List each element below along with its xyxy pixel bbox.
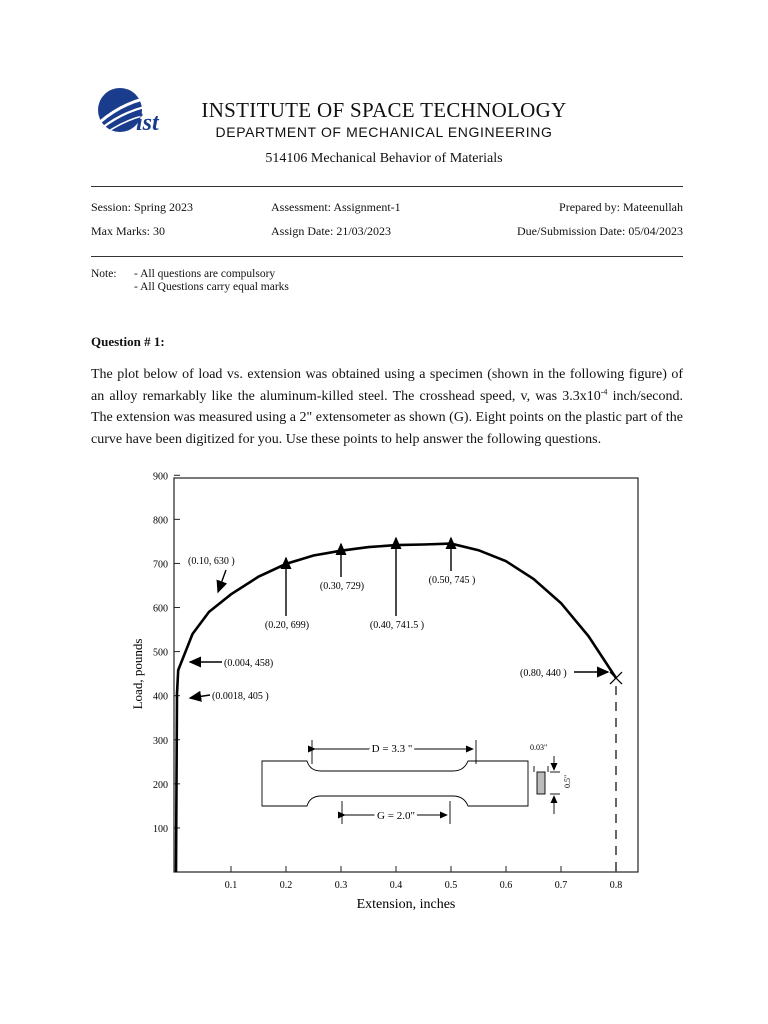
divider-top (91, 186, 683, 187)
gauge-length-label: G = 2.0" (377, 810, 415, 822)
annotation-label: (0.20, 699) (264, 620, 310, 631)
institute-name: INSTITUTE OF SPACE TECHNOLOGY (201, 98, 567, 122)
session-field: Session: Spring 2023 (91, 200, 194, 214)
y-tick-label: 400 (153, 691, 168, 703)
annotation-arrow (190, 695, 210, 698)
max-marks-field: Max Marks: 30 (91, 224, 165, 238)
x-tick-label: 0.8 (609, 880, 623, 891)
fracture-mark (610, 672, 622, 684)
y-tick-label: 500 (153, 647, 168, 659)
prepared-by-field: Prepared by: Mateenullah (559, 200, 683, 214)
department-name: DEPARTMENT OF MECHANICAL ENGINEERING (215, 124, 553, 140)
y-axis-label: Load, pounds (130, 638, 145, 710)
assessment-field: Assessment: Assignment-1 (271, 200, 401, 214)
annotation-label: (0.50, 745 ) (428, 575, 476, 586)
annotation-label: (0.80, 440 ) (520, 668, 567, 679)
logo-wordmark: ist (136, 110, 159, 136)
x-tick-label: 0.4 (389, 880, 403, 891)
due-date-field: Due/Submission Date: 05/04/2023 (517, 224, 683, 238)
y-tick-label: 300 (153, 735, 168, 747)
course-name: 514106 Mechanical Behavior of Materials (265, 151, 503, 166)
x-tick-label: 0.3 (334, 880, 348, 891)
y-tick-label: 200 (153, 779, 168, 791)
specimen-length-label: D = 3.3 " (371, 743, 413, 755)
width-label: 0.5" (563, 774, 572, 788)
annotation-label: (0.10, 630 ) (188, 556, 235, 567)
annotation-arrow (218, 570, 226, 592)
note-label: Note: (91, 268, 117, 280)
x-tick-label: 0.2 (279, 880, 293, 891)
y-tick-label: 700 (153, 559, 168, 571)
y-tick-label: 600 (153, 603, 168, 615)
annotation-label: (0.30, 729) (319, 581, 365, 592)
x-tick-label: 0.6 (499, 880, 513, 891)
thickness-label: 0.03" (530, 743, 548, 752)
divider-bottom (91, 256, 683, 257)
assign-date-field: Assign Date: 21/03/2023 (271, 224, 391, 238)
annotation-label: (0.40, 741.5 ) (369, 620, 425, 631)
note-item: - All questions are compulsory (134, 268, 276, 280)
x-tick-label: 0.1 (224, 880, 238, 891)
note-item: - All Questions carry equal marks (134, 281, 289, 293)
y-tick-label: 800 (153, 515, 168, 527)
x-tick-label: 0.7 (554, 880, 568, 891)
y-tick-label: 900 (153, 471, 168, 483)
x-axis-label: Extension, inches (356, 897, 456, 912)
x-tick-label: 0.5 (444, 880, 458, 891)
y-tick-label: 100 (153, 823, 168, 835)
annotation-label: (0.0018, 405 ) (212, 691, 269, 702)
question-text-b: inch/second. The extension was measured using a 2" extensometer as shown (G). Eight points on the plastic part of the curve have been digitized for you. Use these points to help answer the following questions. (91, 388, 683, 447)
question-title: Question # 1: (91, 334, 165, 349)
question-text (91, 364, 683, 450)
load-extension-chart (120, 466, 640, 918)
question-exponent: -4 (600, 386, 608, 396)
annotation-label: (0.004, 458) (224, 658, 274, 669)
question-text-a: The plot below of load vs. extension was obtained using a specimen (shown in the following figure) of an alloy remarkably like the aluminum-killed steel. The crosshead speed, v, was 3.3x10 (91, 367, 683, 404)
